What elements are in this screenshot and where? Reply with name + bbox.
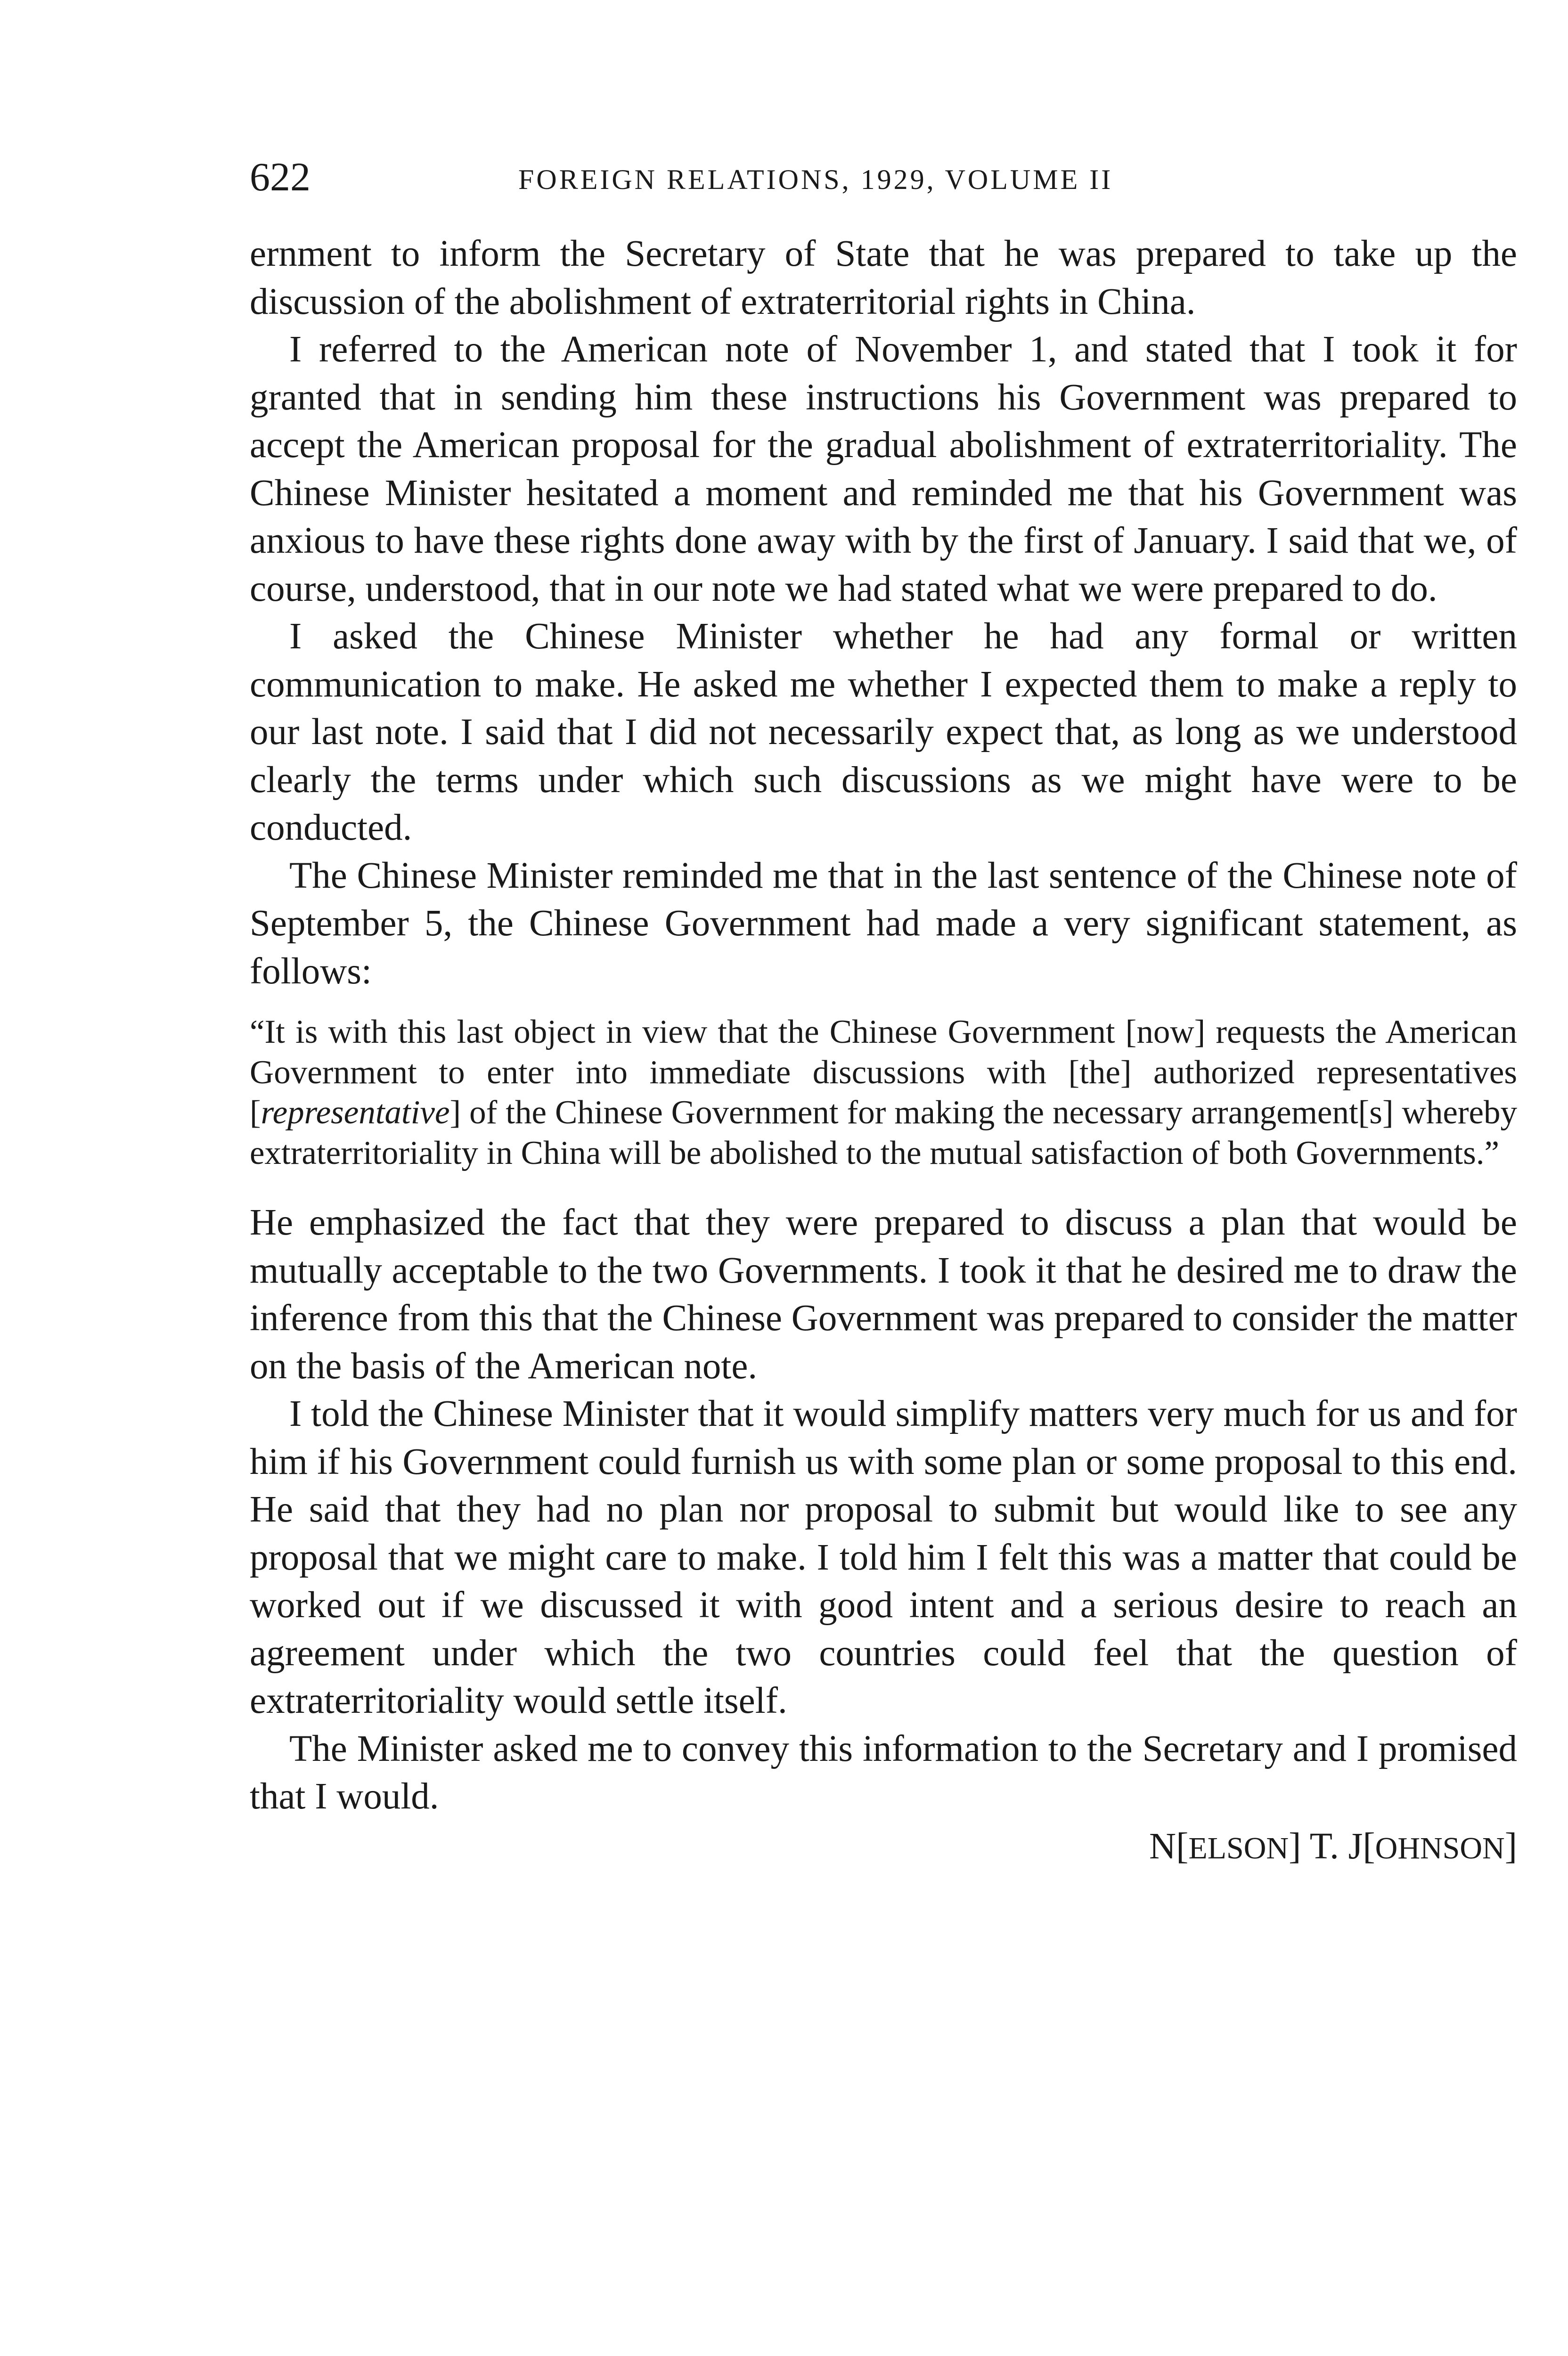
signature-part: OHNSON	[1375, 1831, 1505, 1865]
running-title: FOREIGN RELATIONS, 1929, VOLUME II	[518, 164, 1113, 195]
paragraph: I asked the Chinese Minister whether he had any formal or written communication to make. He asked me whether I expected them to make a reply to our last note. I said that I did not necessarily expect that, as long as we understood clearly the terms under which such discussions as we might have were to be conducted.	[250, 616, 1517, 848]
paragraph: He emphasized the fact that they were prepared to discuss a plan that would be mutually acceptable to the two Governments. I took it that he desired me to draw the inference from this that the Chinese Government was prepared to consider the matter on the basis of the American note.	[250, 1202, 1517, 1387]
signature-part: N[	[1149, 1825, 1189, 1867]
paragraph: The Chinese Minister reminded me that in the last sentence of the Chinese note of September 5, the Chinese Government had made a very significant statement, as follows:	[250, 855, 1517, 992]
block-quote	[250, 1012, 1517, 1173]
page-header	[250, 151, 1517, 203]
paragraph: I told the Chinese Minister that it would simplify matters very much for us and for him if his Government could furnish us with some plan or some proposal to this end. He said that they had no plan nor proposal to submit but would like to see any proposal that we might care to make. I told him I felt this was a matter that could be worked out if we discussed it with good intent and a serious desire to reach an agreement under which the two countries could feel that the question of extraterritoriality would settle itself.	[250, 1393, 1517, 1721]
signature-part: ]	[1504, 1825, 1517, 1867]
page-body	[250, 230, 1517, 1872]
paragraph-continuation: ernment to inform the Secretary of State that he was prepared to take up the discussion of the abolishment of extraterritorial rights in China.	[250, 233, 1517, 322]
quote-text: “It is with this last object in view that the Chinese Government [now] requests the American Government to enter into immediate discussions with [the] authorized representatives [	[250, 1014, 1517, 1131]
quote-text: ] of the Chinese Government for making the necessary arrangement[s] whereby extraterritoriality in China will be abolished to the mutual satisfaction of both Governments.”	[250, 1094, 1517, 1171]
signature-part: ] T. J[	[1289, 1825, 1375, 1867]
paragraph: The Minister asked me to convey this information to the Secretary and I promised that I would.	[250, 1728, 1517, 1817]
page-number: 622	[250, 154, 310, 199]
paragraph: I referred to the American note of November 1, and stated that I took it for granted that in sending him these instructions his Government was prepared to accept the American proposal for the gradual abolishment of extraterritoriality. The Chinese Minister hesitated a moment and reminded me that his Government was anxious to have these rights done away with by the first of January. I said that we, of course, understood, that in our note we had stated what we were prepared to do.	[250, 329, 1517, 609]
quote-italic-text: representative	[261, 1094, 450, 1131]
signature-part: ELSON	[1188, 1831, 1289, 1865]
signature	[250, 1823, 1517, 1873]
